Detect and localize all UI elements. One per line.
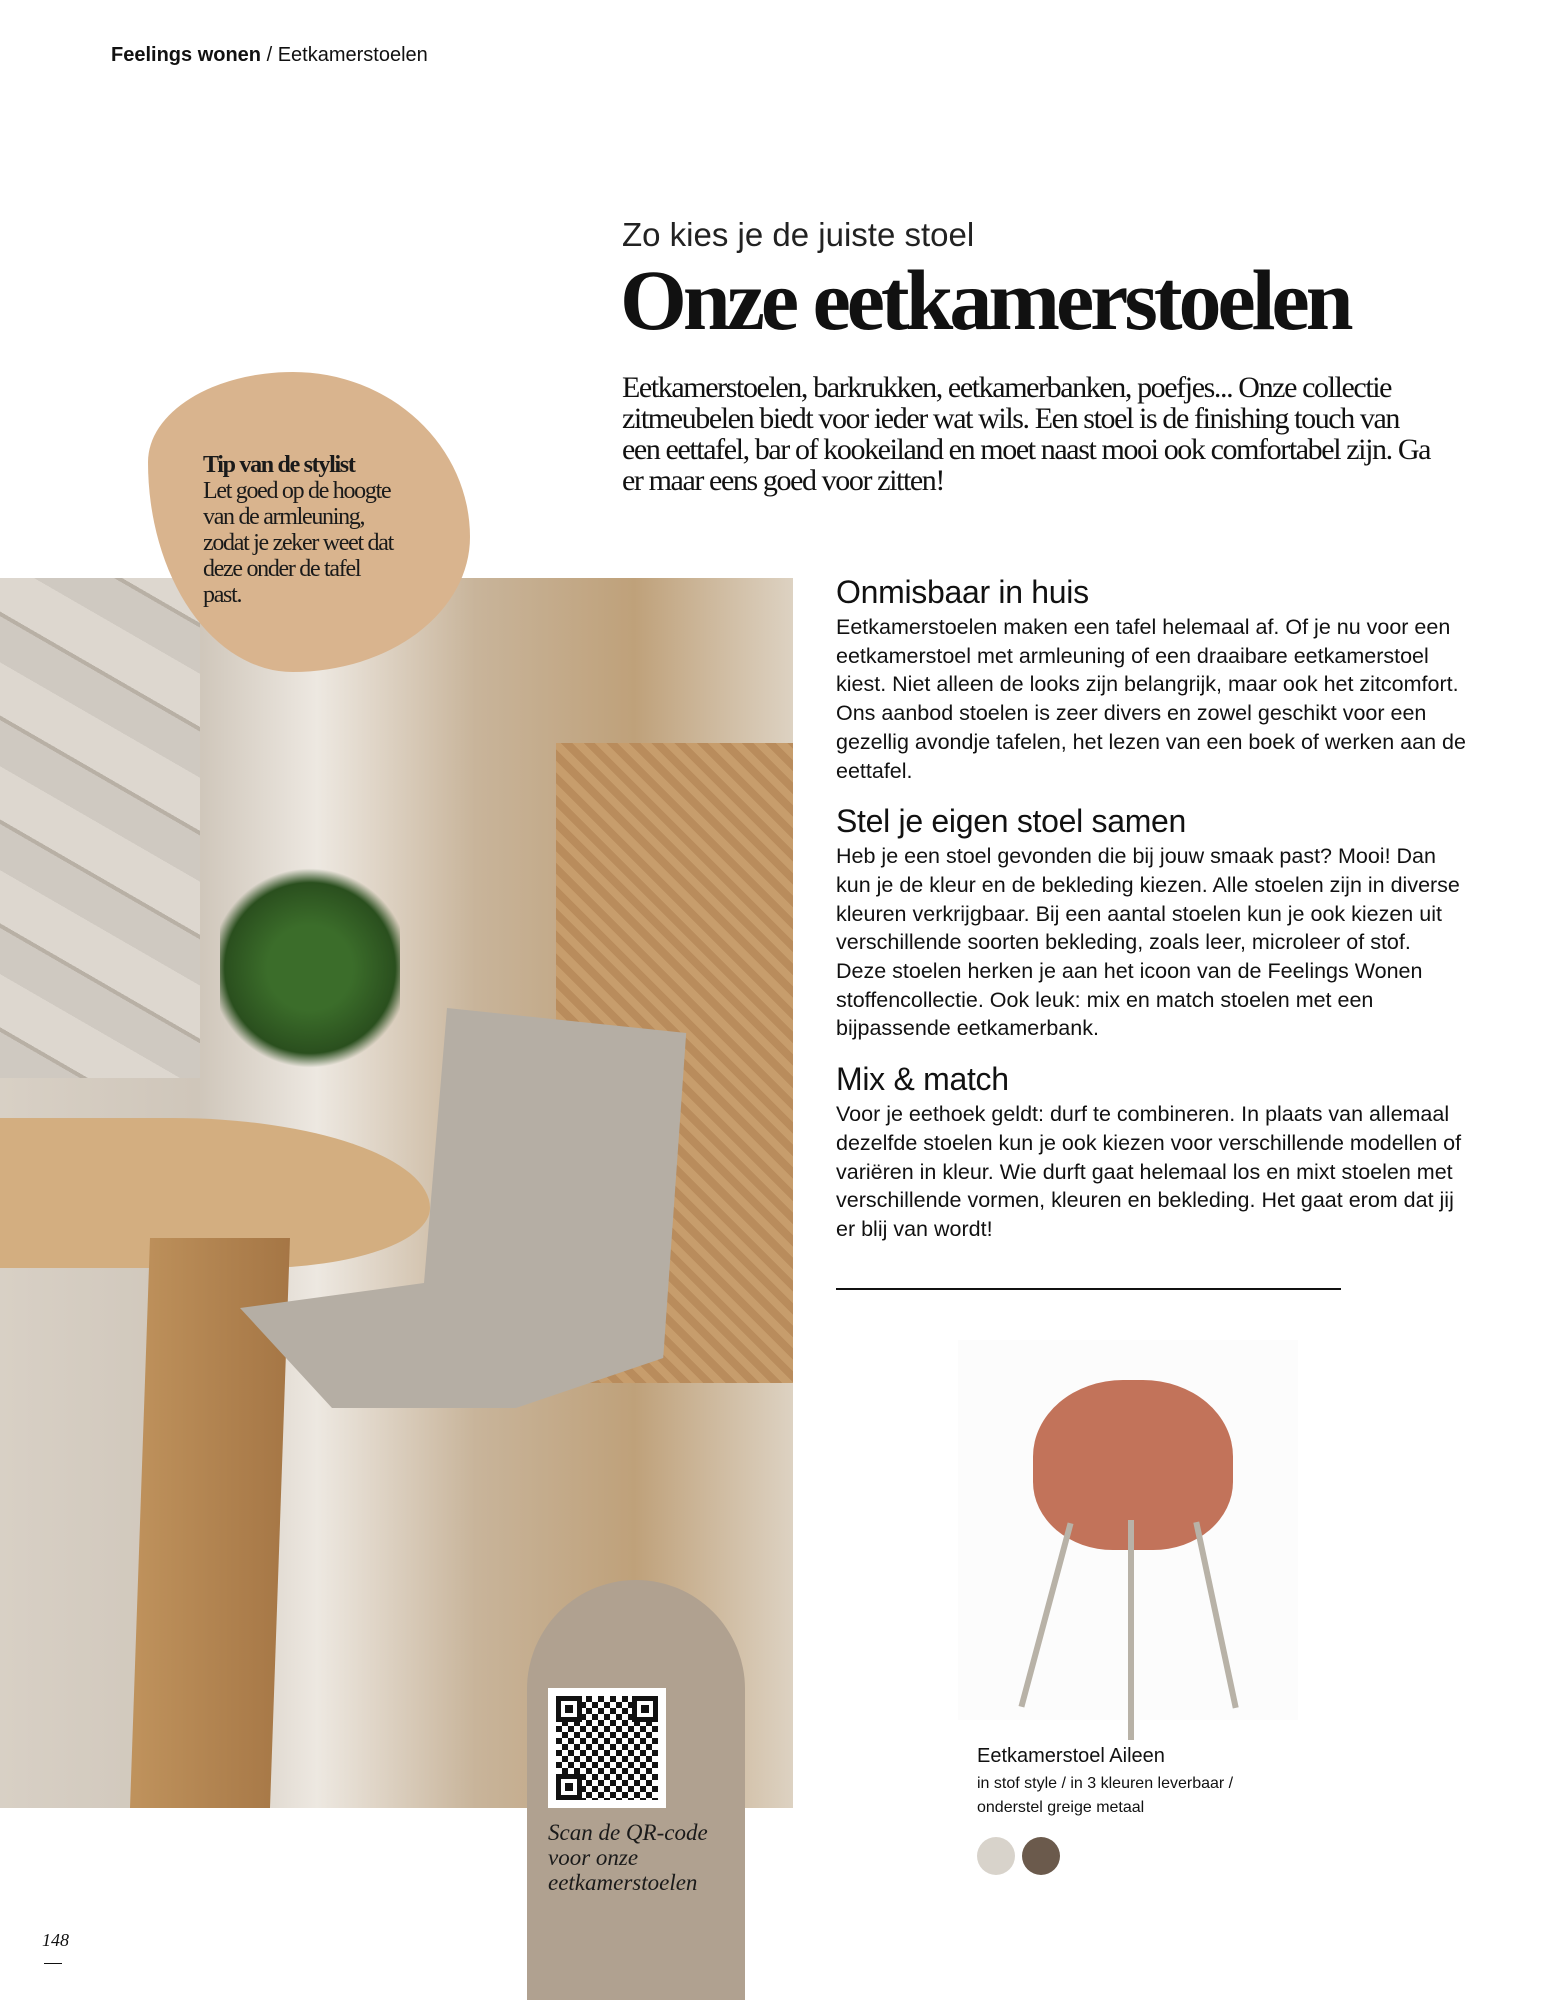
plant (220, 858, 400, 1078)
qr-code[interactable] (548, 1688, 666, 1808)
product-desc-line: in stof style / in 3 kleuren leverbaar / (977, 1775, 1234, 1792)
breadcrumb-brand: Feelings wonen (111, 44, 262, 66)
chair-leg (1128, 1520, 1134, 1740)
section-text: Voor je eethoek geldt: durf te combineren. In plaats van allemaal dezelfde stoelen kun je ook kiezen voor verschillende modellen of variëren in kleur. Wie durft gaat helemaal los en mixt stoelen met verschillende vormen, kleuren en bekleding. Het gaat erom dat jij er blij van wordt! (836, 1102, 1462, 1241)
breadcrumb-separator: / (261, 44, 278, 66)
divider (836, 1288, 1341, 1290)
qr-caption-line: voor onze (548, 1845, 639, 1870)
product-description (977, 1772, 1233, 1820)
intro-text: Eetkamerstoelen, barkrukken, eetkamerbanken, poefjes... Onze collectie zitmeubelen biedt voor ieder wat wils. Een stoel is de finishing touch van een eettafel, bar of kookeiland en moet naast mooi ook comfortabel zijn. Ga er maar eens goed voor zitten! (622, 371, 1430, 497)
color-swatch-brown[interactable] (1022, 1837, 1060, 1875)
section-text: Heb je een stoel gevonden die bij jouw smaak past? Mooi! Dan kun je de kleur en de bekleding kiezen. Alle stoelen zijn in diverse kleuren verkrijgbaar. Bij een aantal stoelen kun je ook kiezen uit verschillende soorten bekleding, zoals leer, microleer of stof. Deze stoelen herken je aan het icoon van de Feelings Wonen stoffencollectie. Ook leuk: mix en match stoelen met een bijpassende eetkamerbank. (836, 844, 1460, 1041)
product-image (958, 1340, 1298, 1720)
section-heading: Stel je eigen stoel samen (836, 803, 1187, 840)
qr-caption-line: eetkamerstoelen (548, 1870, 698, 1895)
stone-wall (0, 578, 200, 1078)
stylist-tip (203, 452, 403, 608)
product-name: Eetkamerstoel Aileen (977, 1745, 1165, 1767)
breadcrumb-section: Eetkamerstoelen (277, 44, 428, 66)
chair-leg (1019, 1522, 1074, 1707)
page-number-dash (44, 1963, 62, 1964)
color-swatch-light[interactable] (977, 1837, 1015, 1875)
breadcrumb (111, 44, 428, 67)
page-title: Onze eetkamerstoelen (620, 252, 1350, 348)
product-desc-line: onderstel greige metaal (977, 1799, 1145, 1816)
qr-caption-line: Scan de QR-code (548, 1820, 708, 1845)
tip-heading: Tip van de stylist (203, 452, 355, 478)
section-text: Eetkamerstoelen maken een tafel helemaal af. Of je nu voor een eetkamerstoel met armleuning of een draaibare eetkamerstoel kiest. Niet alleen de looks zijn belangrijk, maar ook het zitcomfort. Ons aanbod stoelen is zeer divers en zowel geschikt voor een gezellig avondje tafelen, het lezen van een boek of werken aan de eettafel. (836, 615, 1466, 783)
section-heading: Mix & match (836, 1061, 1009, 1098)
chair-leg (1193, 1521, 1238, 1708)
page-number: 148 (42, 1930, 69, 1950)
qr-caption (548, 1820, 708, 1895)
page-kicker: Zo kies je de juiste stoel (622, 216, 975, 253)
article-column (836, 574, 1466, 1262)
section-heading: Onmisbaar in huis (836, 574, 1089, 610)
tip-text: Let goed op de hoogte van de armleuning, zodat je zeker weet dat deze onder de tafel past. (203, 478, 393, 608)
